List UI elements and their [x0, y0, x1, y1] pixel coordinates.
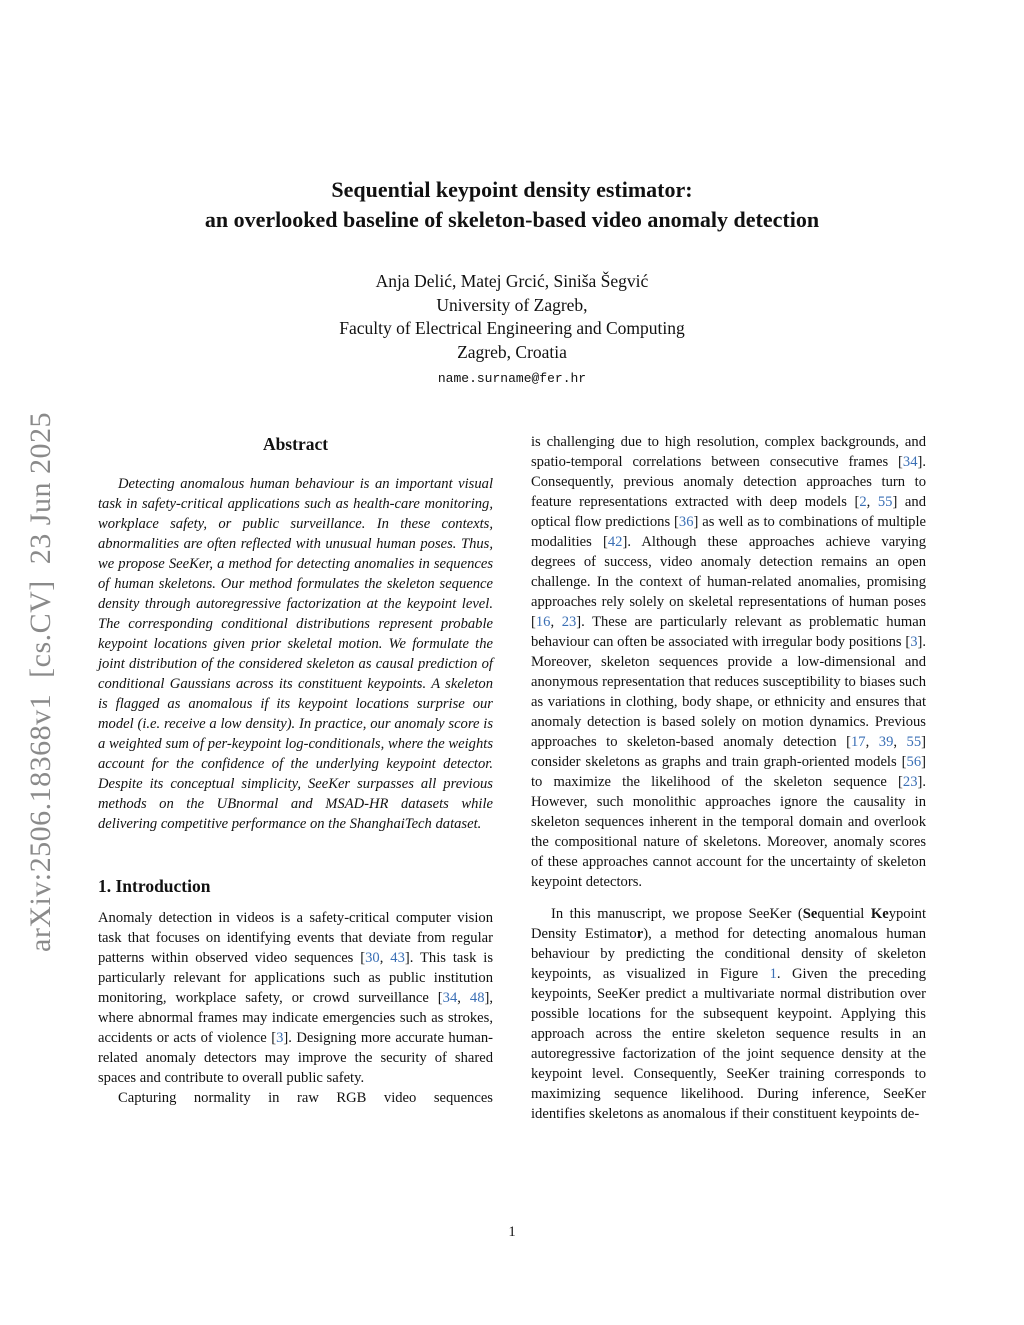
page-number: 1: [508, 1224, 516, 1240]
citation-link[interactable]: 34: [902, 454, 918, 470]
figure-reference-link[interactable]: 1: [769, 966, 777, 982]
right-column: [531, 432, 926, 1124]
title-line-2: an overlooked baseline of skeleton-based video anomaly detection: [204, 207, 820, 232]
section-heading-introduction: 1. Introduction: [98, 876, 211, 896]
author-email[interactable]: name.surname@fer.hr: [437, 371, 587, 386]
arxiv-stamp: arXiv:2506.18368v1 [cs.CV] 23 Jun 2025: [24, 412, 57, 952]
affiliation-university: University of Zagreb,: [436, 294, 588, 315]
citation-link[interactable]: 48: [469, 990, 485, 1006]
intro-paragraph-2-start: Capturing normality in raw RGB video sequences: [118, 1090, 493, 1106]
citation-link[interactable]: 56: [906, 754, 922, 770]
abstract-heading: Abstract: [262, 434, 329, 454]
citation-link[interactable]: 16: [535, 614, 551, 630]
citation-link[interactable]: 3: [276, 1030, 284, 1046]
citation-link[interactable]: 39: [878, 734, 894, 750]
title-line-1: Sequential keypoint density estimator:: [331, 177, 693, 202]
citation-link[interactable]: 43: [390, 950, 405, 966]
citation-link[interactable]: 23: [902, 774, 918, 790]
abstract-text: Detecting anomalous human behaviour is an important visual task in safety-critical applications such as health-care monitoring, workplace safety, or public surveillance. In these contexts, abnormalities are often reflected with unusual human poses. Thus, we propose SeeKer, a method for detecting anomalies in sequences of human skeletons. Our method formulates the skeleton sequence density through autoregressive factorization at the keypoint level. The corresponding conditional distributions represent probable keypoint locations given prior skeletal motion. We formulate the joint distribution of the considered skeleton as causal prediction of conditional Gaussians across its constituent keypoints. A skeleton is flagged as anomalous if its keypoint locations surprise our model (i.e. receive a low density). In practice, our anomaly score is a weighted sum of per-keypoint log-conditionals, where the weights account for the confidence of the underlying keypoint detector. Despite its conceptual simplicity, SeeKer surpasses all previous methods on the UBnormal and MSAD-HR datasets while delivering competitive performance on the ShanghaiTech dataset.: [98, 476, 493, 832]
citation-link[interactable]: 17: [850, 734, 866, 750]
citation-link[interactable]: 36: [678, 514, 694, 530]
intro-paragraph-1: Anomaly detection in videos is a safety-critical computer vision task that focuses on identifying events that deviate from regular patterns within observed video sequences [30, 43]. This task is particularly relevant for applications such as public institution monitoring, workplace safety, or crowd surveillance [34, 48], where abnormal frames may indicate emergencies such as strokes, accidents or acts of violence [3]. Designing more accurate human-related anomaly detectors may improve the security of shared spaces and contribute to overall public safety.: [98, 910, 494, 1086]
intro-paragraph-2-cont: is challenging due to high resolution, complex backgrounds, and spatio-temporal correlations between consecutive frames [34]. Consequently, previous anomaly detection approaches turn to feature representations extracted with deep models [2, 55] and optical flow predictions [36] as well as to combinations of multiple modalities [42]. Although these approaches achieve varying degrees of success, video anomaly detection remains an open challenge. In the context of human-related anomalies, promising approaches rely solely on skeletal representations of human poses [16, 23]. These are particularly relevant as problematic human behaviour can often be associated with irregular body positions [3]. Moreover, skeleton sequences provide a low-dimensional and anonymous representation that reduces susceptibility to biases such as variations in clothing, body shape, or ethnicity and ensures that anomaly detection is based solely on motion dynamics. Previous approaches to skeleton-based anomaly detection [17, 39, 55] consider skeletons as graphs and train graph-oriented models [56] to maximize the likelihood of the skeleton sequence [23]. However, such monolithic approaches ignore the causality in skeleton sequences inherent in the temporal domain and overlook the compositional nature of skeletons. Moreover, anomaly scores of these approaches cannot account for the uncertainty of skeleton keypoint detectors.: [531, 434, 927, 890]
citation-link[interactable]: 23: [561, 614, 577, 630]
affiliation-faculty: Faculty of Electrical Engineering and Computing: [339, 318, 685, 338]
citation-link[interactable]: 30: [365, 950, 380, 966]
intro-paragraph-3: In this manuscript, we propose SeeKer (Sequential Keypoint Density Estimator), a method for detecting anomalous human behaviour by predicting the conditional density of skeleton keypoints, as visualized in Figure 1. Given the preceding keypoints, SeeKer predict a multivariate normal distribution over possible locations for the subsequent keypoint. Applying this approach across the entire skeleton sequence results in an autoregressive factorization of the joint sequence density at the keypoint level. Consequently, SeeKer training corresponds to maximizing sequence likelihood. During inference, SeeKer identifies skeletons as anomalous if their constituent keypoints de-: [531, 906, 926, 1122]
citation-link[interactable]: 42: [607, 534, 623, 550]
left-column: [98, 432, 493, 1108]
citation-link[interactable]: 55: [877, 494, 893, 510]
citation-link[interactable]: 34: [442, 990, 458, 1006]
author-block: [0, 270, 1024, 391]
paper-title: [0, 175, 1024, 235]
citation-link[interactable]: 2: [859, 494, 867, 510]
citation-link[interactable]: 3: [910, 634, 918, 650]
author-names: Anja Delić, Matej Grcić, Siniša Šegvić: [375, 271, 649, 291]
affiliation-city: Zagreb, Croatia: [457, 341, 567, 362]
citation-link[interactable]: 55: [906, 734, 922, 750]
